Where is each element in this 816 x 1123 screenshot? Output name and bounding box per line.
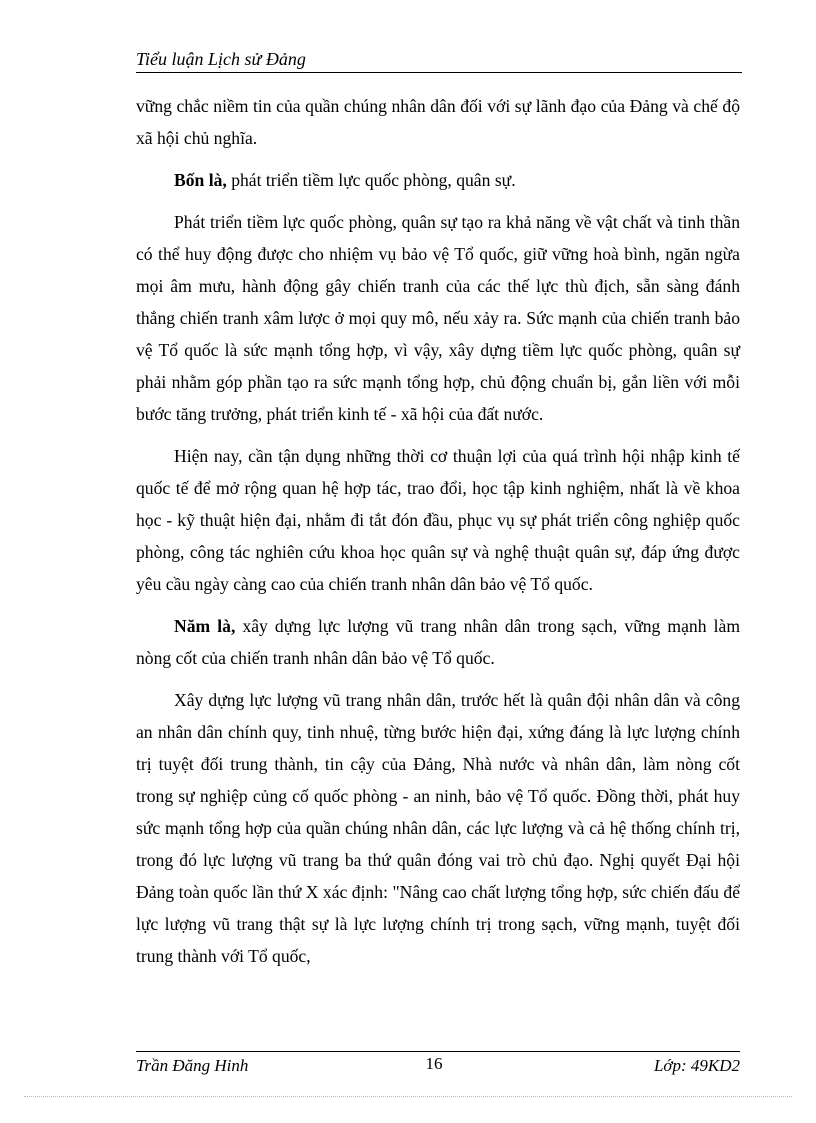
paragraph-5 bbox=[136, 610, 740, 674]
paragraph-3: Phát triển tiềm lực quốc phòng, quân sự tạo ra khả năng về vật chất và tinh thần có thể huy động được cho nhiệm vụ bảo vệ Tổ quốc, giữ vững hoà bình, ngăn ngừa mọi âm mưu, hành động gây chiến tranh của các thế lực thù địch, sẵn sàng đánh thắng chiến tranh xâm lược ở mọi quy mô, nếu xảy ra. Sức mạnh của chiến tranh bảo vệ Tổ quốc là sức mạnh tổng hợp, vì vậy, xây dựng tiềm lực quốc phòng, quân sự phải nhằm góp phần tạo ra sức mạnh tổng hợp, chủ động chuẩn bị, gắn liền với mỗi bước tăng trưởng, phát triển kinh tế - xã hội của đất nước. bbox=[136, 212, 740, 424]
paragraph-6: Xây dựng lực lượng vũ trang nhân dân, trước hết là quân đội nhân dân và công an nhân dân chính quy, tinh nhuệ, từng bước hiện đại, xứng đáng là lực lượng chính trị tuyệt đối trung thành, tin cậy của Đảng, Nhà nước và nhân dân, làm nòng cốt trong sự nghiệp củng cố quốc phòng - an ninh, bảo vệ Tổ quốc. Đồng thời, phát huy sức mạnh tổng hợp của quần chúng nhân dân, các lực lượng và cả hệ thống chính trị, trong đó lực lượng vũ trang ba thứ quân đóng vai trò chủ đạo. Nghị quyết Đại hội Đảng toàn quốc lần thứ X xác định: "Nâng cao chất lượng tổng hợp, sức chiến đấu để lực lượng vũ trang thật sự là lực lượng chính trị trong sạch, vững mạnh, tuyệt đối trung thành với Tổ quốc, bbox=[136, 690, 740, 966]
footer-divider bbox=[136, 1051, 740, 1052]
footer-author: Trần Đăng Hinh bbox=[136, 1056, 249, 1075]
paragraph-2-lead: Bốn là, bbox=[174, 170, 227, 190]
paragraph-4: Hiện nay, cần tận dụng những thời cơ thuận lợi của quá trình hội nhập kinh tế quốc tế để mở rộng quan hệ hợp tác, trao đổi, học tập kinh nghiệm, nhất là về khoa học - kỹ thuật hiện đại, nhằm đi tắt đón đầu, phục vụ sự phát triển công nghiệp quốc phòng, công tác nghiên cứu khoa học quân sự và nghệ thuật quân sự, đáp ứng được yêu cầu ngày càng cao của chiến tranh nhân dân bảo vệ Tổ quốc. bbox=[136, 446, 740, 594]
page-header bbox=[136, 48, 742, 73]
footer-class: Lớp: 49KD2 bbox=[653, 1056, 740, 1075]
paragraph-5-lead: Năm là, bbox=[174, 616, 236, 636]
page-bottom-dotted-rule bbox=[24, 1096, 792, 1097]
paragraph-2 bbox=[136, 164, 740, 196]
page-number: 16 bbox=[425, 1054, 443, 1073]
paragraph-2-text: phát triển tiềm lực quốc phòng, quân sự. bbox=[226, 170, 516, 190]
document-body bbox=[136, 90, 740, 972]
header-title: Tiểu luận Lịch sử Đảng bbox=[136, 49, 306, 69]
paragraph-1: vững chắc niềm tin của quần chúng nhân dân đối với sự lãnh đạo của Đảng và chế độ xã hội chủ nghĩa. bbox=[136, 96, 740, 148]
paragraph-5-text: xây dựng lực lượng vũ trang nhân dân trong sạch, vững mạnh làm nòng cốt của chiến tranh nhân dân bảo vệ Tổ quốc. bbox=[136, 616, 740, 668]
